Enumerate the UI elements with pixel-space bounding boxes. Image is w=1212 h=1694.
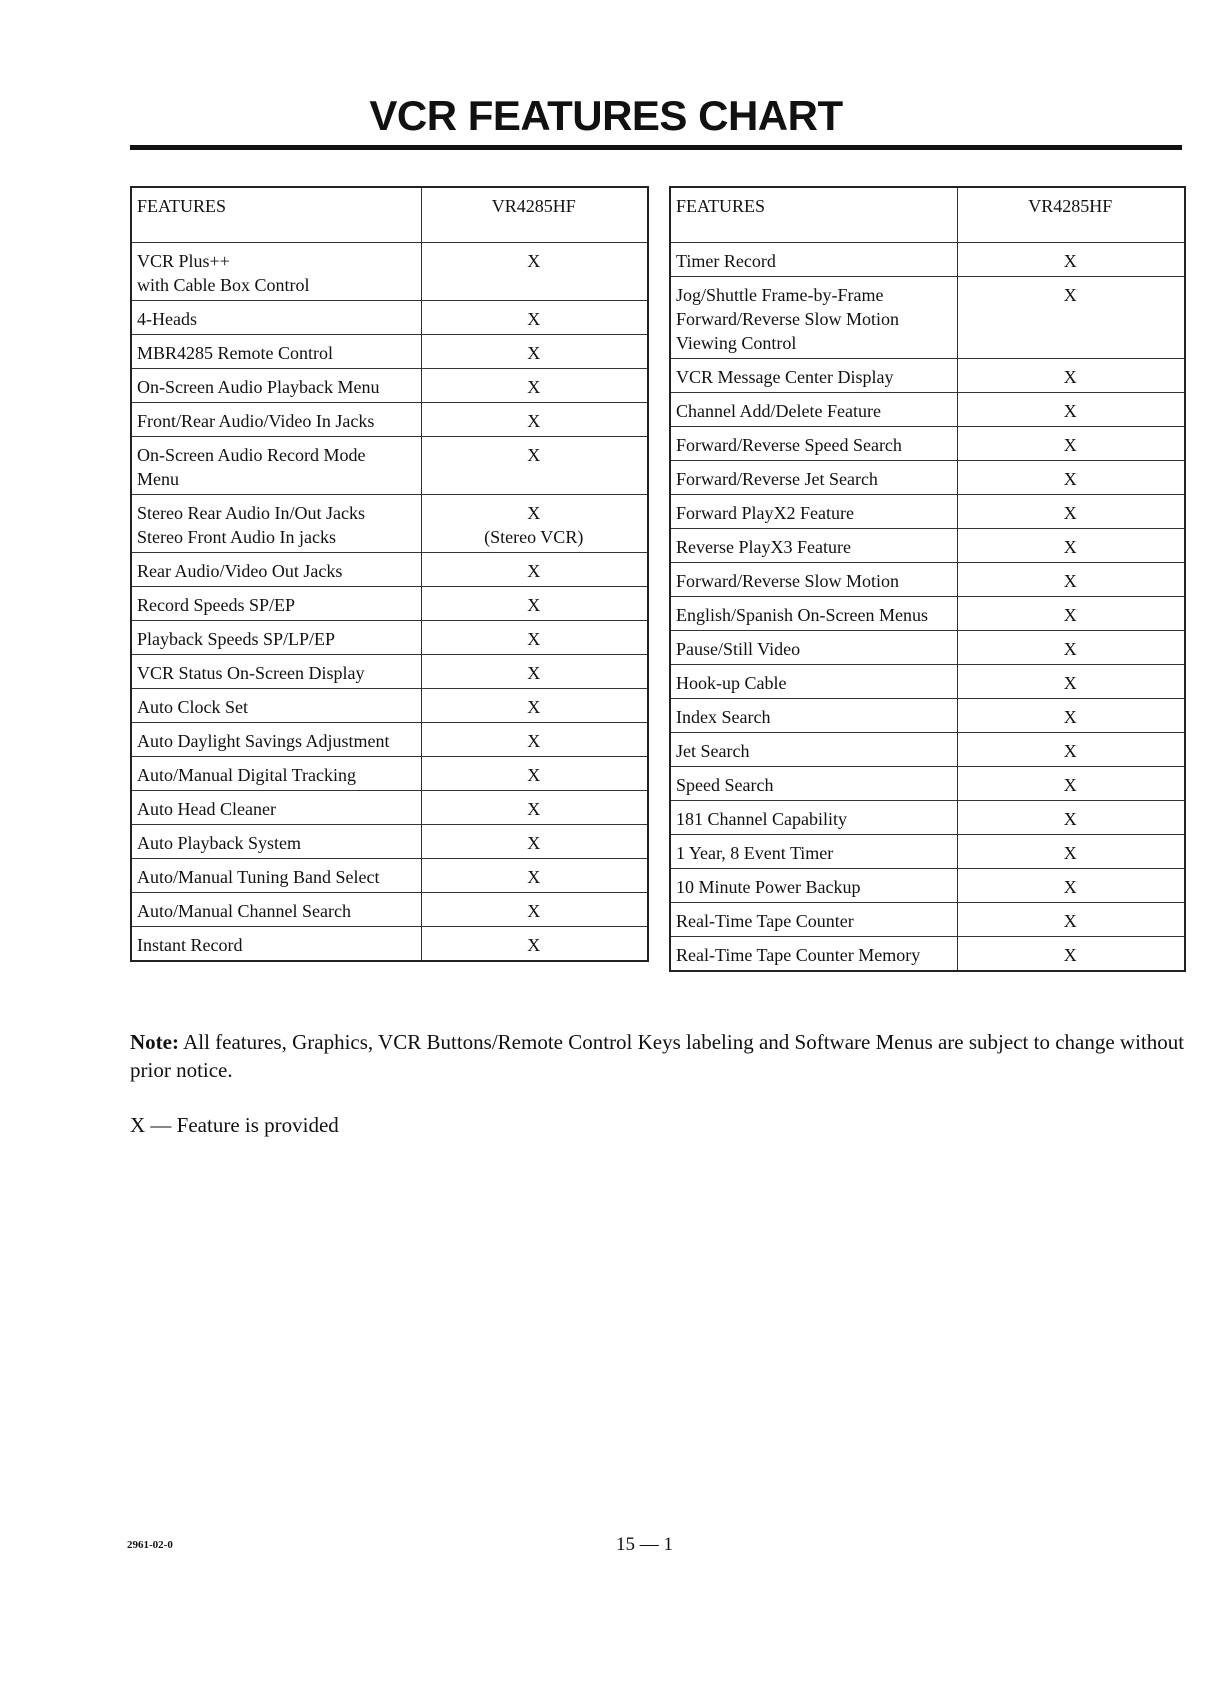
value-cell: X bbox=[957, 563, 1185, 597]
feature-cell: Pause/Still Video bbox=[670, 631, 957, 665]
feature-cell: Real-Time Tape Counter bbox=[670, 903, 957, 937]
table-row bbox=[131, 495, 648, 553]
value-cell: X bbox=[957, 243, 1185, 277]
table-row bbox=[670, 277, 1185, 359]
table-row bbox=[670, 937, 1185, 972]
feature-cell: Playback Speeds SP/LP/EP bbox=[131, 621, 421, 655]
table-row bbox=[670, 801, 1185, 835]
page-number: 15 — 1 bbox=[616, 1534, 673, 1555]
value-cell: X bbox=[421, 689, 648, 723]
table-row bbox=[670, 529, 1185, 563]
value-cell: X bbox=[957, 835, 1185, 869]
table-row bbox=[670, 563, 1185, 597]
value-cell: X bbox=[421, 301, 648, 335]
table-header-row bbox=[131, 187, 648, 243]
table-row bbox=[131, 437, 648, 495]
table-row bbox=[670, 665, 1185, 699]
table-row bbox=[670, 903, 1185, 937]
value-cell: X bbox=[421, 335, 648, 369]
feature-cell: Auto Playback System bbox=[131, 825, 421, 859]
value-cell: X bbox=[421, 655, 648, 689]
value-cell: X bbox=[421, 553, 648, 587]
table-row bbox=[670, 243, 1185, 277]
value-cell: X bbox=[421, 243, 648, 301]
feature-cell: Forward/Reverse Slow Motion bbox=[670, 563, 957, 597]
table-row bbox=[131, 689, 648, 723]
feature-cell: Hook-up Cable bbox=[670, 665, 957, 699]
feature-cell: English/Spanish On-Screen Menus bbox=[670, 597, 957, 631]
feature-cell: VCR Message Center Display bbox=[670, 359, 957, 393]
table-row bbox=[131, 927, 648, 962]
feature-cell: Channel Add/Delete Feature bbox=[670, 393, 957, 427]
table-row bbox=[131, 621, 648, 655]
value-cell: X bbox=[957, 699, 1185, 733]
table-row bbox=[670, 393, 1185, 427]
value-cell: X bbox=[421, 791, 648, 825]
feature-cell: VCR Plus++ with Cable Box Control bbox=[131, 243, 421, 301]
value-cell: X bbox=[421, 927, 648, 962]
value-cell: X bbox=[421, 369, 648, 403]
value-cell: X bbox=[957, 801, 1185, 835]
table-row bbox=[131, 553, 648, 587]
table-row bbox=[670, 359, 1185, 393]
value-cell: X bbox=[421, 621, 648, 655]
value-cell: X bbox=[957, 495, 1185, 529]
feature-cell: Speed Search bbox=[670, 767, 957, 801]
feature-cell: Record Speeds SP/EP bbox=[131, 587, 421, 621]
feature-cell: 181 Channel Capability bbox=[670, 801, 957, 835]
feature-cell: Forward/Reverse Speed Search bbox=[670, 427, 957, 461]
feature-cell: Real-Time Tape Counter Memory bbox=[670, 937, 957, 972]
value-cell: X bbox=[421, 825, 648, 859]
value-cell: X bbox=[957, 529, 1185, 563]
value-cell: X bbox=[421, 757, 648, 791]
table-row bbox=[131, 403, 648, 437]
value-cell: X (Stereo VCR) bbox=[421, 495, 648, 553]
feature-cell: Auto/Manual Digital Tracking bbox=[131, 757, 421, 791]
value-cell: X bbox=[957, 937, 1185, 972]
table-row bbox=[670, 733, 1185, 767]
features-table-right bbox=[669, 186, 1186, 972]
features-column-header: FEATURES bbox=[670, 187, 957, 243]
feature-cell: Instant Record bbox=[131, 927, 421, 962]
table-row bbox=[670, 869, 1185, 903]
feature-cell: Rear Audio/Video Out Jacks bbox=[131, 553, 421, 587]
table-row bbox=[131, 723, 648, 757]
note-label: Note: bbox=[130, 1030, 179, 1054]
table-row bbox=[131, 301, 648, 335]
table-row bbox=[131, 791, 648, 825]
table-row bbox=[670, 461, 1185, 495]
table-header-row bbox=[670, 187, 1185, 243]
value-cell: X bbox=[957, 393, 1185, 427]
value-cell: X bbox=[421, 723, 648, 757]
table-row bbox=[670, 767, 1185, 801]
table-row bbox=[670, 631, 1185, 665]
value-cell: X bbox=[421, 587, 648, 621]
note-paragraph bbox=[130, 1028, 1190, 1084]
page-title: VCR FEATURES CHART bbox=[369, 92, 843, 139]
value-cell: X bbox=[957, 597, 1185, 631]
value-cell: X bbox=[957, 461, 1185, 495]
feature-cell: 1 Year, 8 Event Timer bbox=[670, 835, 957, 869]
value-cell: X bbox=[421, 859, 648, 893]
title-rule bbox=[130, 145, 1182, 150]
value-cell: X bbox=[957, 277, 1185, 359]
feature-cell: Timer Record bbox=[670, 243, 957, 277]
table-row bbox=[670, 699, 1185, 733]
table-row bbox=[131, 587, 648, 621]
feature-cell: Forward PlayX2 Feature bbox=[670, 495, 957, 529]
value-cell: X bbox=[957, 665, 1185, 699]
features-table-left bbox=[130, 186, 649, 962]
value-cell: X bbox=[957, 733, 1185, 767]
table-row bbox=[131, 655, 648, 689]
table-row bbox=[670, 835, 1185, 869]
value-cell: X bbox=[421, 893, 648, 927]
feature-cell: Index Search bbox=[670, 699, 957, 733]
feature-cell: VCR Status On-Screen Display bbox=[131, 655, 421, 689]
feature-cell: MBR4285 Remote Control bbox=[131, 335, 421, 369]
table-row bbox=[670, 495, 1185, 529]
feature-cell: Stereo Rear Audio In/Out Jacks Stereo Front Audio In jacks bbox=[131, 495, 421, 553]
value-cell: X bbox=[957, 903, 1185, 937]
table-row bbox=[131, 243, 648, 301]
value-cell: X bbox=[957, 427, 1185, 461]
value-cell: X bbox=[957, 869, 1185, 903]
legend-text: X — Feature is provided bbox=[130, 1113, 339, 1137]
table-row bbox=[670, 427, 1185, 461]
document-code: 2961-02-0 bbox=[127, 1539, 173, 1551]
value-cell: X bbox=[957, 631, 1185, 665]
value-cell: X bbox=[421, 437, 648, 495]
table-row bbox=[131, 859, 648, 893]
table-row bbox=[131, 335, 648, 369]
model-column-header: VR4285HF bbox=[421, 187, 648, 243]
feature-cell: Front/Rear Audio/Video In Jacks bbox=[131, 403, 421, 437]
table-row bbox=[131, 825, 648, 859]
value-cell: X bbox=[957, 359, 1185, 393]
table-row bbox=[131, 757, 648, 791]
feature-cell: Auto Clock Set bbox=[131, 689, 421, 723]
note-text: All features, Graphics, VCR Buttons/Remote Control Keys labeling and Software Menus are subject to change without prior notice. bbox=[130, 1030, 1185, 1082]
table-row bbox=[131, 893, 648, 927]
feature-cell: Auto Daylight Savings Adjustment bbox=[131, 723, 421, 757]
model-column-header: VR4285HF bbox=[957, 187, 1185, 243]
feature-cell: On-Screen Audio Record Mode Menu bbox=[131, 437, 421, 495]
feature-cell: 10 Minute Power Backup bbox=[670, 869, 957, 903]
feature-cell: On-Screen Audio Playback Menu bbox=[131, 369, 421, 403]
feature-cell: Auto/Manual Channel Search bbox=[131, 893, 421, 927]
feature-cell: 4-Heads bbox=[131, 301, 421, 335]
feature-cell: Auto Head Cleaner bbox=[131, 791, 421, 825]
feature-cell: Forward/Reverse Jet Search bbox=[670, 461, 957, 495]
value-cell: X bbox=[421, 403, 648, 437]
feature-cell: Jog/Shuttle Frame-by-Frame Forward/Reverse Slow Motion Viewing Control bbox=[670, 277, 957, 359]
value-cell: X bbox=[957, 767, 1185, 801]
features-column-header: FEATURES bbox=[131, 187, 421, 243]
table-row bbox=[670, 597, 1185, 631]
feature-cell: Reverse PlayX3 Feature bbox=[670, 529, 957, 563]
table-row bbox=[131, 369, 648, 403]
feature-cell: Auto/Manual Tuning Band Select bbox=[131, 859, 421, 893]
feature-cell: Jet Search bbox=[670, 733, 957, 767]
